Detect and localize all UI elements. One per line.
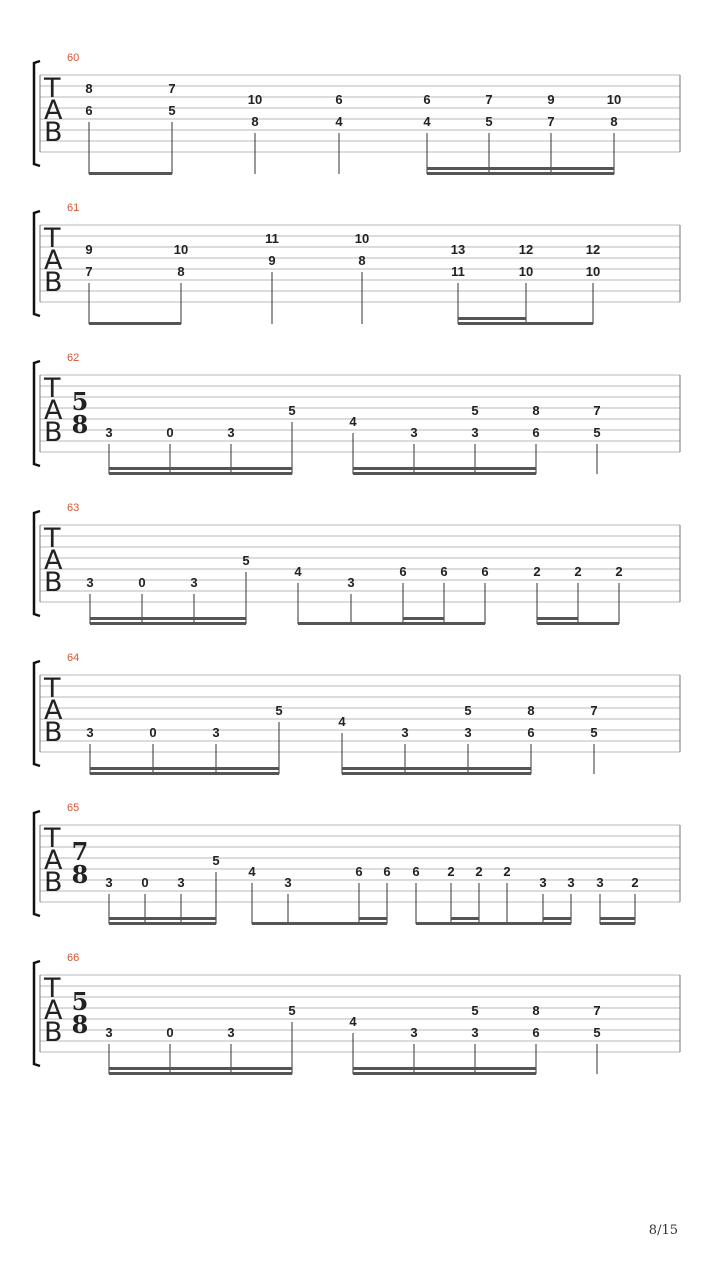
beam [353, 467, 536, 470]
fret-number: 5 [212, 853, 220, 868]
fret-number: 11 [451, 264, 465, 279]
fret-number: 4 [248, 864, 256, 879]
beam [342, 772, 531, 775]
fret-number: 5 [168, 103, 176, 118]
fret-number: 6 [355, 864, 363, 879]
fret-number: 6 [440, 564, 448, 579]
fret-number: 12 [518, 242, 534, 257]
measure-number: 63 [67, 502, 80, 514]
fret-number: 12 [585, 242, 601, 257]
fret-number: 7 [590, 703, 598, 718]
system-bracket [34, 661, 40, 766]
tab-system [34, 352, 680, 475]
fret-number: 3 [347, 575, 355, 590]
beam [543, 917, 571, 920]
fret-number: 0 [149, 725, 157, 740]
tab-clef-letter: T [44, 73, 61, 104]
beam [427, 167, 614, 170]
fret-number: 8 [177, 264, 185, 279]
tab-clef-letter: T [44, 523, 61, 554]
fret-number: 0 [166, 1025, 174, 1040]
fret-number: 2 [615, 564, 623, 579]
fret-number: 3 [227, 425, 235, 440]
measure-number: 66 [67, 952, 80, 964]
beam [90, 767, 279, 770]
fret-number: 9 [85, 242, 93, 257]
fret-number: 0 [166, 425, 174, 440]
fret-number: 8 [85, 81, 93, 96]
measure-number: 60 [67, 52, 80, 64]
fret-number: 10 [606, 92, 622, 107]
beam [427, 172, 614, 175]
fret-number: 5 [593, 425, 601, 440]
fret-number: 5 [471, 403, 479, 418]
fret-number: 3 [227, 1025, 235, 1040]
fret-number: 5 [590, 725, 598, 740]
fret-number: 3 [471, 1025, 479, 1040]
fret-number: 7 [85, 264, 93, 279]
fret-number: 7 [593, 1003, 601, 1018]
fret-number: 5 [275, 703, 283, 718]
fret-number: 3 [567, 875, 575, 890]
fret-number: 5 [288, 1003, 296, 1018]
tab-system [34, 202, 680, 325]
fret-number: 3 [410, 425, 418, 440]
fret-number: 5 [242, 553, 250, 568]
fret-number: 7 [485, 92, 493, 107]
fret-number: 8 [610, 114, 618, 129]
fret-number: 2 [503, 864, 511, 879]
tab-clef-letter: A [44, 245, 63, 276]
fret-number: 6 [423, 92, 431, 107]
tab-clef-letter: B [44, 867, 63, 898]
fret-number: 6 [412, 864, 420, 879]
system-bracket [34, 61, 40, 166]
beam [109, 922, 216, 925]
beam [451, 917, 479, 920]
fret-number: 3 [190, 575, 198, 590]
tab-clef-letter: T [44, 673, 61, 704]
beam [359, 917, 387, 920]
beam [109, 1072, 292, 1075]
tab-clef-letter: T [44, 973, 61, 1004]
system-bracket [34, 511, 40, 616]
tab-system [34, 952, 680, 1075]
tab-clef-letter: A [44, 845, 63, 876]
beam [600, 917, 635, 920]
fret-number: 11 [265, 231, 279, 246]
fret-number: 7 [547, 114, 555, 129]
tab-clef-letter: T [44, 223, 61, 254]
beam [90, 772, 279, 775]
measure-number: 62 [67, 352, 80, 364]
fret-number: 7 [168, 81, 176, 96]
fret-number: 3 [105, 425, 113, 440]
fret-number: 3 [177, 875, 185, 890]
fret-number: 3 [105, 1025, 113, 1040]
fret-number: 0 [138, 575, 146, 590]
tab-clef-letter: B [44, 267, 63, 298]
system-bracket [34, 361, 40, 466]
measure-number: 61 [67, 202, 80, 214]
beam [109, 472, 292, 475]
beam [342, 767, 531, 770]
fret-number: 9 [268, 253, 276, 268]
page-number: 8/15 [648, 1223, 678, 1238]
fret-number: 7 [593, 403, 601, 418]
tab-clef-letter: A [44, 395, 63, 426]
systems-layer [34, 52, 680, 1075]
fret-number: 5 [464, 703, 472, 718]
fret-number: 3 [410, 1025, 418, 1040]
beam [90, 617, 246, 620]
fret-number: 10 [354, 231, 370, 246]
time-signature-top: 7 [71, 837, 89, 866]
beam [353, 1072, 536, 1075]
fret-number: 10 [585, 264, 601, 279]
beam [537, 622, 578, 625]
fret-number: 8 [532, 403, 540, 418]
fret-number: 4 [338, 714, 346, 729]
system-bracket [34, 811, 40, 916]
tab-clef-letter: B [44, 117, 63, 148]
beam [403, 622, 444, 625]
beam [543, 922, 571, 925]
fret-number: 5 [288, 403, 296, 418]
fret-number: 4 [349, 414, 357, 429]
tab-clef-letter: A [44, 95, 63, 126]
time-signature-top: 5 [71, 387, 89, 416]
fret-number: 6 [399, 564, 407, 579]
beam [89, 172, 172, 175]
fret-number: 2 [475, 864, 483, 879]
fret-number: 13 [450, 242, 466, 257]
fret-number: 4 [349, 1014, 357, 1029]
beam [353, 1067, 536, 1070]
fret-number: 4 [335, 114, 343, 129]
tab-clef-letter: B [44, 417, 63, 448]
fret-number: 10 [173, 242, 189, 257]
beam [600, 922, 635, 925]
beam [359, 922, 387, 925]
fret-number: 3 [212, 725, 220, 740]
fret-number: 3 [86, 575, 94, 590]
time-signature-bottom: 8 [71, 860, 89, 889]
tab-clef-letter: T [44, 823, 61, 854]
tab-clef-letter: B [44, 717, 63, 748]
fret-number: 2 [447, 864, 455, 879]
fret-number: 4 [423, 114, 431, 129]
system-bracket [34, 961, 40, 1066]
beam [109, 467, 292, 470]
beam [109, 917, 216, 920]
fret-number: 8 [251, 114, 259, 129]
beam [89, 322, 181, 325]
fret-number: 10 [247, 92, 263, 107]
fret-number: 10 [518, 264, 534, 279]
fret-number: 9 [547, 92, 555, 107]
fret-number: 3 [401, 725, 409, 740]
beam [458, 317, 526, 320]
system-bracket [34, 211, 40, 316]
measure-number: 65 [67, 802, 80, 814]
fret-number: 2 [631, 875, 639, 890]
fret-number: 3 [596, 875, 604, 890]
tab-system [34, 502, 680, 625]
fret-number: 6 [481, 564, 489, 579]
fret-number: 2 [574, 564, 582, 579]
fret-number: 6 [527, 725, 535, 740]
beam [109, 1067, 292, 1070]
fret-number: 8 [532, 1003, 540, 1018]
fret-number: 6 [532, 425, 540, 440]
tab-system [34, 802, 680, 925]
time-signature-top: 5 [71, 987, 89, 1016]
fret-number: 3 [539, 875, 547, 890]
fret-number: 2 [533, 564, 541, 579]
tab-system [34, 652, 680, 775]
beam [298, 622, 485, 625]
fret-number: 8 [527, 703, 535, 718]
time-signature-bottom: 8 [71, 410, 89, 439]
beam [90, 622, 246, 625]
tab-clef-letter: A [44, 545, 63, 576]
fret-number: 6 [532, 1025, 540, 1040]
time-signature-bottom: 8 [71, 1010, 89, 1039]
fret-number: 3 [86, 725, 94, 740]
beam [458, 322, 526, 325]
fret-number: 6 [335, 92, 343, 107]
fret-number: 3 [284, 875, 292, 890]
fret-number: 5 [471, 1003, 479, 1018]
tab-clef-letter: B [44, 567, 63, 598]
fret-number: 8 [358, 253, 366, 268]
fret-number: 6 [383, 864, 391, 879]
tab-clef-letter: T [44, 373, 61, 404]
fret-number: 6 [85, 103, 93, 118]
fret-number: 3 [105, 875, 113, 890]
fret-number: 5 [593, 1025, 601, 1040]
beam [353, 472, 536, 475]
beam [451, 922, 479, 925]
tab-clef-letter: A [44, 695, 63, 726]
measure-number: 64 [67, 652, 80, 664]
fret-number: 4 [294, 564, 302, 579]
tab-system [34, 52, 680, 175]
fret-number: 3 [471, 425, 479, 440]
fret-number: 0 [141, 875, 149, 890]
fret-number: 3 [464, 725, 472, 740]
beam [537, 617, 578, 620]
tab-clef-letter: B [44, 1017, 63, 1048]
tab-clef-letter: A [44, 995, 63, 1026]
fret-number: 5 [485, 114, 493, 129]
beam [403, 617, 444, 620]
